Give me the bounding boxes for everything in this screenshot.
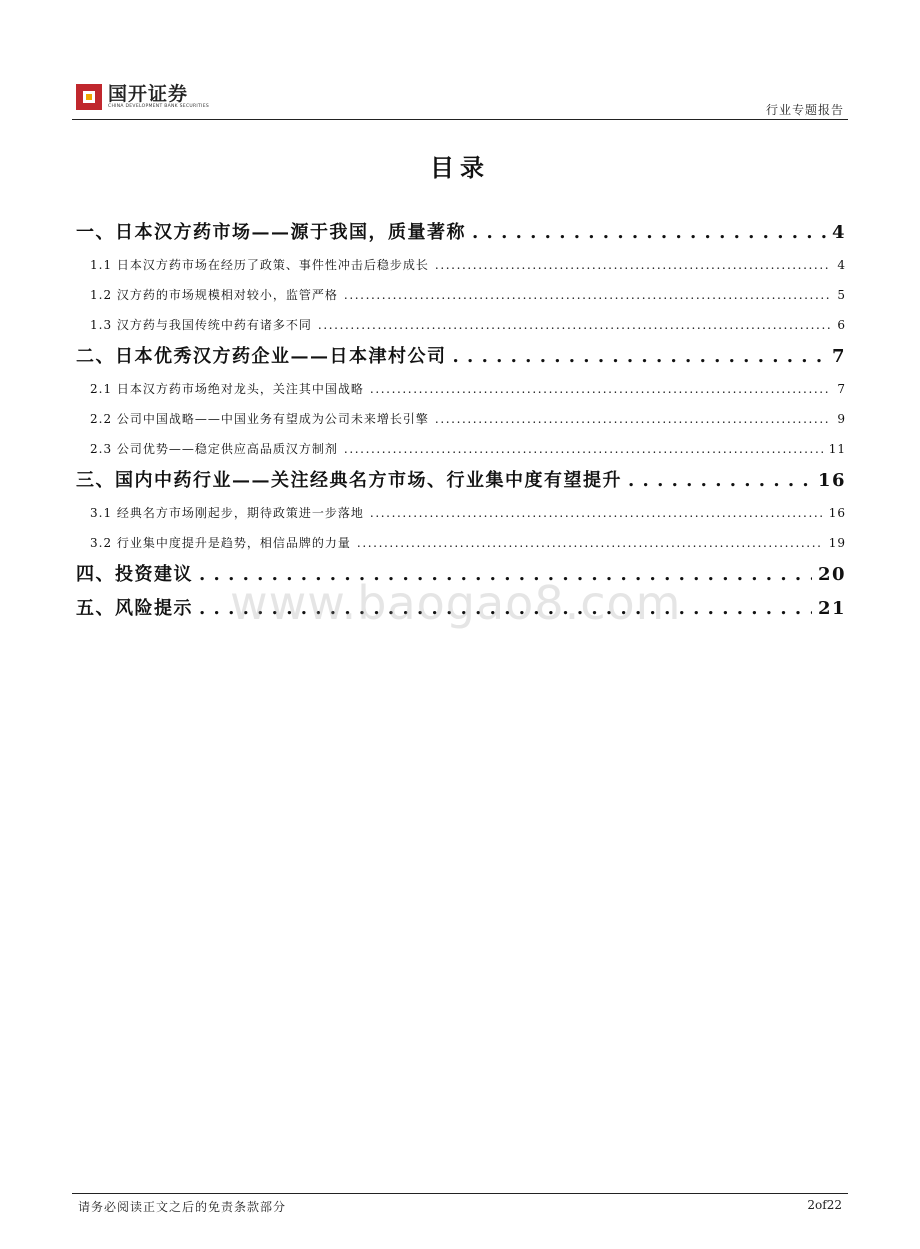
toc-entry-title: 2.3 公司优势——稳定供应高品质汉方制剂 [90,442,338,456]
toc-section-entry[interactable] [76,498,846,528]
toc-dot-leader [435,404,831,434]
toc-section-entry[interactable] [76,528,846,558]
toc-dot-leader [435,250,831,280]
toc-dot-leader [357,528,823,558]
logo-name-en: CHINA DEVELOPMENT BANK SECURITIES [108,104,210,109]
toc-page-number: 16 [828,506,846,520]
toc-page-number: 19 [828,536,846,550]
toc-entry-title: 3.2 行业集中度提升是趋势，相信品牌的力量 [90,536,351,550]
toc-page-number: 4 [831,222,846,243]
toc-entry-title: 一、日本汉方药市场——源于我国，质量著称 [76,222,466,243]
toc-entry-title: 1.1 日本汉方药市场在经历了政策、事件性冲击后稳步成长 [90,258,429,272]
toc-section-entry[interactable] [76,404,846,434]
toc-page-number: 21 [817,598,846,619]
toc-entry-title: 2.1 日本汉方药市场绝对龙头，关注其中国战略 [90,382,364,396]
toc-dot-leader [344,280,831,310]
header-divider [72,119,848,120]
toc-entry-title: 三、国内中药行业——关注经典名方市场、行业集中度有望提升 [76,470,622,491]
toc-entry-title: 1.2 汉方药的市场规模相对较小，监管严格 [90,288,338,302]
toc-page-number: 7 [837,382,846,396]
toc-page-number: 9 [837,412,846,426]
toc-dot-leader [318,310,831,340]
company-logo [76,84,209,110]
toc-section-entry[interactable] [76,250,846,280]
toc-page-number: 5 [837,288,846,302]
toc-dot-leader [370,374,831,404]
toc-dot-leader [453,340,826,374]
toc-dot-leader [472,216,826,250]
table-of-contents [76,216,846,626]
toc-chapter-entry[interactable] [76,464,846,498]
toc-section-entry[interactable] [76,310,846,340]
toc-entry-title: 1.3 汉方药与我国传统中药有诸多不同 [90,318,312,332]
toc-page-number: 6 [837,318,846,332]
toc-entry-title: 2.2 公司中国战略——中国业务有望成为公司未来增长引擎 [90,412,429,426]
toc-dot-leader [628,464,812,498]
toc-page-number: 7 [831,346,846,367]
toc-title: 目录 [430,153,490,182]
toc-entry-title: 五、风险提示 [76,598,193,619]
toc-entry-title: 二、日本优秀汉方药企业——日本津村公司 [76,346,447,367]
toc-entry-title: 四、投资建议 [76,564,193,585]
toc-section-entry[interactable] [76,374,846,404]
logo-mark-icon [76,84,102,110]
page-header [72,78,848,120]
footer-divider [72,1193,848,1194]
toc-entry-title: 3.1 经典名方市场刚起步，期待政策进一步落地 [90,506,364,520]
toc-page-number: 16 [817,470,846,491]
logo-name-cn: 国开证券 [108,83,189,105]
report-type: 行业专题报告 [765,103,844,117]
footer-disclaimer: 请务必阅读正文之后的免责条款部分 [78,1200,287,1214]
toc-page-number: 4 [837,258,846,272]
toc-section-entry[interactable] [76,434,846,464]
toc-page-number: 20 [817,564,846,585]
toc-chapter-entry[interactable] [76,216,846,250]
toc-section-entry[interactable] [76,280,846,310]
toc-page-number: 11 [828,442,846,456]
toc-chapter-entry[interactable] [76,340,846,374]
watermark: www.baogao8.com [230,576,682,630]
page-indicator: 2of22 [807,1198,842,1212]
toc-dot-leader [344,434,823,464]
toc-dot-leader [370,498,823,528]
